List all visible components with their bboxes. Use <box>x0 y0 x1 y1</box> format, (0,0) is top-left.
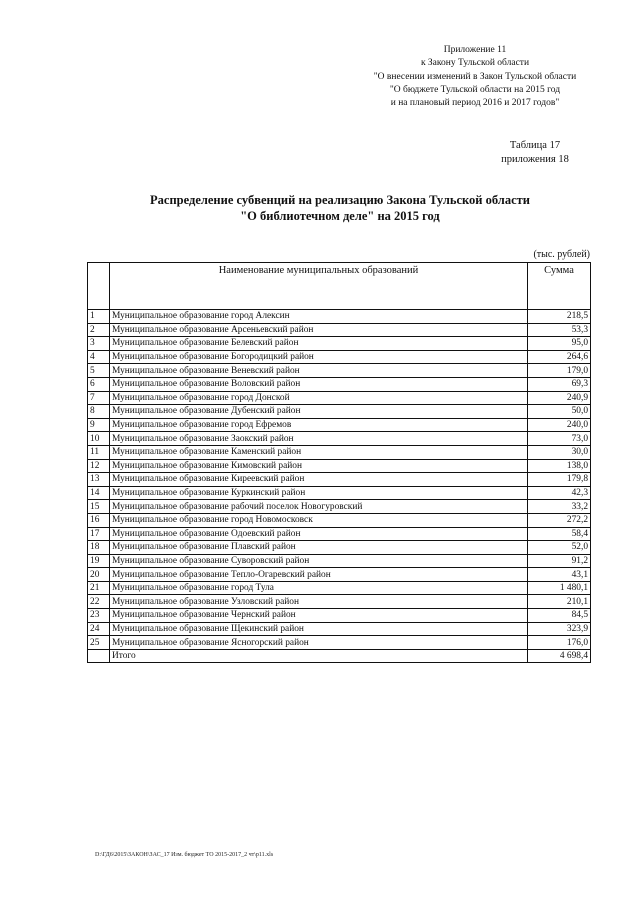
row-name: Муниципальное образование Суворовский район <box>110 554 528 568</box>
row-number: 8 <box>88 405 110 419</box>
row-sum: 272,2 <box>528 513 591 527</box>
annex-line: и на плановый период 2016 и 2017 годов" <box>390 98 560 109</box>
row-number: 17 <box>88 527 110 541</box>
table-body <box>88 310 591 663</box>
row-sum: 73,0 <box>528 432 591 446</box>
table-row <box>88 500 591 514</box>
subsidy-table <box>87 262 591 663</box>
table-row <box>88 636 591 650</box>
row-name: Муниципальное образование город Тула <box>110 581 528 595</box>
table-row <box>88 595 591 609</box>
header-name: Наименование муниципальных образований <box>110 263 528 310</box>
table-row <box>88 459 591 473</box>
title-line-2: "О библиотечном деле" на 2015 год <box>240 209 440 223</box>
file-path: D:\ГД6\2015\ЗАКОН\ЗАС_17 Изм. бюджет ТО 2015-2017_2 чт\р11.xls <box>95 852 274 858</box>
row-sum: 176,0 <box>528 636 591 650</box>
row-sum: 179,8 <box>528 473 591 487</box>
row-number: 14 <box>88 486 110 500</box>
row-name: Муниципальное образование Плавский район <box>110 541 528 555</box>
row-sum: 323,9 <box>528 622 591 636</box>
table-row <box>88 513 591 527</box>
row-name: Муниципальное образование Куркинский район <box>110 486 528 500</box>
table-row <box>88 323 591 337</box>
table-row <box>88 568 591 582</box>
row-number: 3 <box>88 337 110 351</box>
row-name: Муниципальное образование Заокский район <box>110 432 528 446</box>
row-name: Муниципальное образование город Донской <box>110 391 528 405</box>
row-name: Муниципальное образование Ясногорский район <box>110 636 528 650</box>
total-row <box>88 649 591 663</box>
row-name: Муниципальное образование Кимовский район <box>110 459 528 473</box>
row-name: Муниципальное образование Веневский район <box>110 364 528 378</box>
annex-reference <box>340 44 610 110</box>
row-sum: 33,2 <box>528 500 591 514</box>
row-sum: 50,0 <box>528 405 591 419</box>
table-number: Таблица 17 <box>509 140 561 151</box>
annex-line: "О внесении изменений в Закон Тульской области <box>373 71 577 82</box>
row-sum: 179,0 <box>528 364 591 378</box>
row-number: 4 <box>88 350 110 364</box>
row-sum: 69,3 <box>528 377 591 391</box>
row-name: Муниципальное образование Арсеньевский район <box>110 323 528 337</box>
table-row <box>88 554 591 568</box>
annex-line: "О бюджете Тульской области на 2015 год <box>389 84 561 95</box>
table-row <box>88 310 591 324</box>
row-sum: 240,9 <box>528 391 591 405</box>
row-sum: 30,0 <box>528 445 591 459</box>
row-sum: 58,4 <box>528 527 591 541</box>
row-sum: 138,0 <box>528 459 591 473</box>
table-header-row <box>88 263 591 310</box>
units-label: (тыс. рублей) <box>533 249 590 260</box>
row-number: 22 <box>88 595 110 609</box>
annex-line: Приложение 11 <box>443 45 507 55</box>
table-row <box>88 527 591 541</box>
row-number: 13 <box>88 473 110 487</box>
row-name: Муниципальное образование Тепло-Огаревский район <box>110 568 528 582</box>
row-number: 20 <box>88 568 110 582</box>
table-row <box>88 541 591 555</box>
row-name: Муниципальное образование Щекинский район <box>110 622 528 636</box>
row-number: 19 <box>88 554 110 568</box>
table-row <box>88 391 591 405</box>
row-sum: 95,0 <box>528 337 591 351</box>
row-number: 9 <box>88 418 110 432</box>
row-number: 12 <box>88 459 110 473</box>
total-label: Итого <box>110 649 528 663</box>
row-sum: 52,0 <box>528 541 591 555</box>
row-sum: 1 480,1 <box>528 581 591 595</box>
row-number: 24 <box>88 622 110 636</box>
table-row <box>88 364 591 378</box>
row-name: Муниципальное образование Каменский район <box>110 445 528 459</box>
table-row <box>88 473 591 487</box>
row-number: 5 <box>88 364 110 378</box>
row-name: Муниципальное образование город Ефремов <box>110 418 528 432</box>
row-sum: 210,1 <box>528 595 591 609</box>
document-title <box>40 192 640 224</box>
row-name: Муниципальное образование город Алексин <box>110 310 528 324</box>
row-name: Муниципальное образование Киреевский район <box>110 473 528 487</box>
row-sum: 91,2 <box>528 554 591 568</box>
table-row <box>88 432 591 446</box>
header-number <box>88 263 110 310</box>
table-row <box>88 337 591 351</box>
header-sum: Сумма <box>528 263 591 310</box>
appendix-number: приложения 18 <box>501 154 569 165</box>
row-name: Муниципальное образование рабочий поселок Новогуровский <box>110 500 528 514</box>
table-row <box>88 445 591 459</box>
row-number: 16 <box>88 513 110 527</box>
table-row <box>88 350 591 364</box>
table-reference <box>480 139 590 167</box>
row-name: Муниципальное образование Белевский район <box>110 337 528 351</box>
total-sum: 4 698,4 <box>528 649 591 663</box>
row-number: 1 <box>88 310 110 324</box>
table-row <box>88 581 591 595</box>
row-sum: 53,3 <box>528 323 591 337</box>
row-number: 18 <box>88 541 110 555</box>
row-name: Муниципальное образование Чернский район <box>110 609 528 623</box>
row-sum: 84,5 <box>528 609 591 623</box>
row-name: Муниципальное образование Дубенский район <box>110 405 528 419</box>
table-row <box>88 377 591 391</box>
table-row <box>88 418 591 432</box>
row-name: Муниципальное образование Воловский район <box>110 377 528 391</box>
row-name: Муниципальное образование Узловский район <box>110 595 528 609</box>
row-sum: 240,0 <box>528 418 591 432</box>
row-number: 6 <box>88 377 110 391</box>
row-number: 25 <box>88 636 110 650</box>
row-sum: 42,3 <box>528 486 591 500</box>
row-number: 11 <box>88 445 110 459</box>
table-row <box>88 486 591 500</box>
table-row <box>88 609 591 623</box>
row-number: 23 <box>88 609 110 623</box>
table-row <box>88 405 591 419</box>
annex-line: к Закону Тульской области <box>420 58 530 69</box>
row-sum: 43,1 <box>528 568 591 582</box>
table-row <box>88 622 591 636</box>
row-name: Муниципальное образование Богородицкий район <box>110 350 528 364</box>
row-number: 2 <box>88 323 110 337</box>
row-number: 21 <box>88 581 110 595</box>
row-sum: 264,6 <box>528 350 591 364</box>
row-name: Муниципальное образование город Новомосковск <box>110 513 528 527</box>
total-number-cell <box>88 649 110 663</box>
title-line-1: Распределение субвенций на реализацию Закона Тульской области <box>150 193 530 207</box>
row-name: Муниципальное образование Одоевский район <box>110 527 528 541</box>
row-number: 10 <box>88 432 110 446</box>
row-number: 15 <box>88 500 110 514</box>
row-number: 7 <box>88 391 110 405</box>
row-sum: 218,5 <box>528 310 591 324</box>
